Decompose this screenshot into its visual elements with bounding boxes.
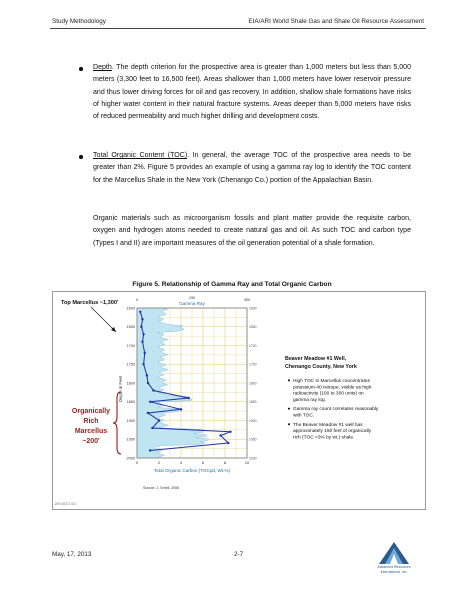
toc-tick: 2 [157,460,161,465]
note-line: radioactivity (100 to 300 units) on [293,391,364,397]
depth-tick-left: 1950 [126,437,135,442]
bullet-dot [79,67,83,71]
toc-point [141,318,143,320]
toc-text: . In general, the average TOC of the prospective area needs to be greater than 2%. Figure 5 provides an example of using a gamma ray log to identify the TOC content for the Marcellus Shale in the New York (Chenango Co.) portion of the Appalachian Basin. [93,152,412,184]
toc-point [180,408,182,410]
depth-term: Depth [93,64,112,71]
depth-text: . The depth criterion for the prospective area is greater than 1,000 meters but less than 5,000 meters (3,300 feet to 16,500 feet). Areas shallower than 1,000 meters have lower reservoir pressure and thus lower driving forces for oil and gas recovery. In addition, shallow shale formations have risks of higher water content in their natural fracture systems. Areas deeper than 5,000 meters have risks of reduced permeability and much higher drilling and development costs. [93,64,411,121]
toc-term: Total Organic Content (TOC) [93,152,188,159]
note-line: potassium-40 isotope, visible as high [293,385,372,391]
depth-tick-left: 1900 [126,418,135,423]
figure-title: Figure 5. Relationship of Gamma Ray and Total Organic Carbon [132,281,332,288]
depth-tick-right: 1800 [249,381,257,386]
toc-point [140,326,142,328]
toc-point [139,311,141,313]
toc-tick-labels [136,460,250,465]
organic-paragraph [93,213,411,250]
depth-tick-right: 1750 [249,362,257,367]
depth-tick-left: 1850 [126,400,135,405]
depth-tick-left: 1650 [126,325,135,330]
note-bullet [288,379,290,381]
note-line: with TOC. [293,413,315,419]
toc-tick: 4 [179,460,183,465]
toc-point [142,333,144,335]
toc-point [141,341,143,343]
depth-tick-right: 1700 [249,343,257,348]
top-marcellus-label: Top Marcellus ~1,300' [61,300,119,306]
figure-source: Source: J. Smell, 2006 [143,486,180,490]
depth-tick-left: 1600 [126,306,135,311]
header-right: EIA/ARI World Shale Gas and Shale Oil Resource Assessment [248,18,424,25]
depth-tick-right: 2000 [249,456,257,461]
depth-tick-right: 1850 [249,400,257,405]
toc-point [158,419,160,421]
depth-axis-label: Depth in Feet [118,375,123,403]
rich-label-line: Rich [83,418,99,425]
toc-tick: 10 [244,460,250,465]
note-line: approximately 150 feet of organically [293,429,372,435]
bullet-dot [79,155,83,159]
depth-tick-right: 1900 [249,418,257,423]
toc-tick: 0 [135,460,139,465]
toc-axis-label: Total Organic Carbon (TOCpd, Wt.%) [154,468,230,473]
toc-tick: 8 [223,460,227,465]
note-line: rich (TOC >3% by wt.) shale. [293,435,355,441]
toc-point [149,401,151,403]
toc-bullet [93,150,411,187]
toc-point [229,431,231,433]
toc-point [144,352,146,354]
toc-point [147,382,149,384]
toc-point [149,449,151,451]
footer-page: 2-7 [234,551,244,558]
figure-svg [53,292,425,509]
depth-bullet [93,62,411,123]
toc-point [151,427,153,429]
depth-tick-left: 2000 [126,456,135,461]
depth-tick-left: 1750 [126,362,135,367]
depth-tick-right: 1950 [249,437,257,442]
logo-line: International, Inc. [380,569,408,574]
rich-label-line: Organically [71,408,111,415]
toc-point [227,442,229,444]
ari-logo-icon [378,542,410,564]
toc-point [219,434,221,436]
well-notes [288,378,379,440]
well-title-line: Chenango County, New York [285,364,357,370]
rich-label-line: ~200' [82,438,100,445]
header-left: Study Methodology [52,18,106,25]
figure-corner-code: JAF02837.DOC [54,502,77,506]
note-line: gamma ray log. [293,397,327,403]
depth-tick-right: 1600 [249,306,257,311]
toc-point [188,397,190,399]
note-line: The Beaver Meadow #1 well has [293,422,363,428]
header-rule [50,28,426,29]
top-marcellus-pointer [91,307,116,332]
rich-label-line: Marcellus [74,428,108,435]
toc-point [142,363,144,365]
organic-paragraph-text: Organic materials such as microorganism fossils and plant matter provide the requisite carbon, oxygen and hydrogen atoms needed to create natural gas and oil. As such TOC and carbon type (Types I and II) are important measures of the oil generation potential of a shale formation. [93,215,411,247]
depth-tick-labels-left [127,306,135,460]
toc-point [146,374,148,376]
gamma-tick: 0 [135,298,139,302]
toc-point [152,389,154,391]
note-bullet [288,423,290,425]
depth-tick-right: 1650 [249,325,257,330]
depth-tick-left: 1700 [126,343,135,348]
toc-tick: 6 [201,460,205,465]
figure-5 [52,291,426,510]
note-line: Gamma ray count correlates reasonably [293,407,379,413]
well-title-line: Beaver Meadow #1 Well, [285,356,347,362]
footer-date: May, 17, 2013 [52,551,92,558]
gamma-tick: 300 [243,298,251,302]
note-line: High TOC in Marcellus concentrates [293,379,370,384]
depth-tick-labels-right [249,306,257,460]
gamma-ray-label: Gamma Ray [179,301,205,306]
toc-point [147,412,149,414]
logo-line: Advanced Resources [377,565,411,569]
gamma-tick: 150 [188,296,196,300]
depth-tick-left: 1800 [126,381,135,386]
note-bullet [288,408,290,410]
